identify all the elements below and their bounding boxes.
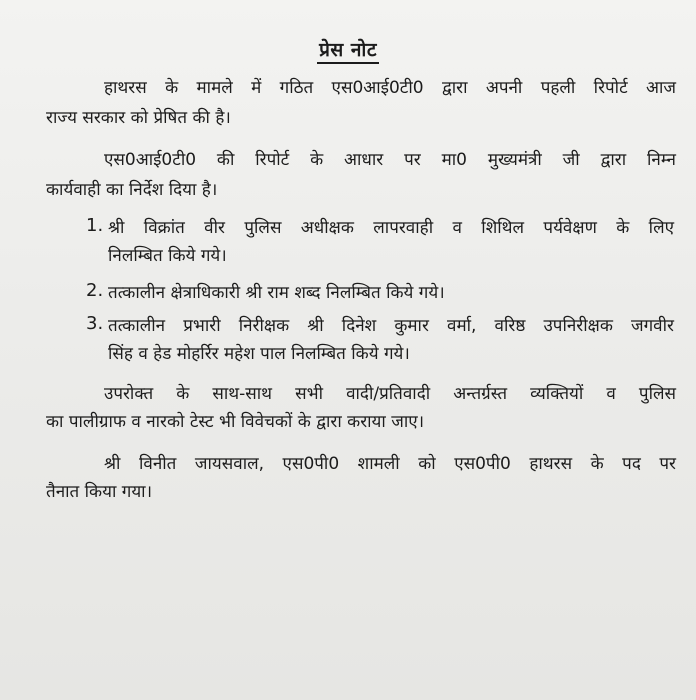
paragraph-1-line-1: हाथरस के मामले में गठित एस0आई0टी0 द्वारा अपनी पहली रिपोर्ट आज <box>104 78 676 98</box>
list-item-1-number: 1. <box>86 215 104 236</box>
paragraph-2-line-2: कार्यवाही का निर्देश दिया है। <box>46 180 218 200</box>
list-item-1-line-2: निलम्बित किये गये। <box>108 246 227 266</box>
paragraph-3-line-2: का पालीग्राफ व नारको टेस्ट भी विवेचकों के द्वारा कराया जाए। <box>46 412 425 432</box>
page-title-text: प्रेस नोट <box>317 39 379 64</box>
list-item-3-number: 3. <box>86 313 104 334</box>
page-title <box>0 36 696 62</box>
list-item-2-number: 2. <box>86 280 104 301</box>
list-item-3-line-2: सिंह व हेड मोहर्रिर महेश पाल निलम्बित किये गये। <box>108 344 410 364</box>
paragraph-2-line-1: एस0आई0टी0 की रिपोर्ट के आधार पर मा0 मुख्यमंत्री जी द्वारा निम्न <box>104 150 676 170</box>
list-item-1-line-1: श्री विक्रांत वीर पुलिस अधीक्षक लापरवाही व शिथिल पर्यवेक्षण के लिए <box>108 218 674 238</box>
paragraph-1-line-2: राज्य सरकार को प्रेषित की है। <box>46 108 231 128</box>
paragraph-3-line-1: उपरोक्त के साथ-साथ सभी वादी/प्रतिवादी अन्तर्ग्रस्त व्यक्तियों व पुलिस <box>104 384 676 404</box>
paragraph-4-line-2: तैनात किया गया। <box>46 482 153 502</box>
list-item-2-line-1: तत्कालीन क्षेत्राधिकारी श्री राम शब्द निलम्बित किये गये। <box>108 283 445 303</box>
list-item-3-line-1: तत्कालीन प्रभारी निरीक्षक श्री दिनेश कुमार वर्मा, वरिष्ठ उपनिरीक्षक जगवीर <box>108 316 674 336</box>
paragraph-4-line-1: श्री विनीत जायसवाल, एस0पी0 शामली को एस0पी0 हाथरस के पद पर <box>104 454 676 474</box>
